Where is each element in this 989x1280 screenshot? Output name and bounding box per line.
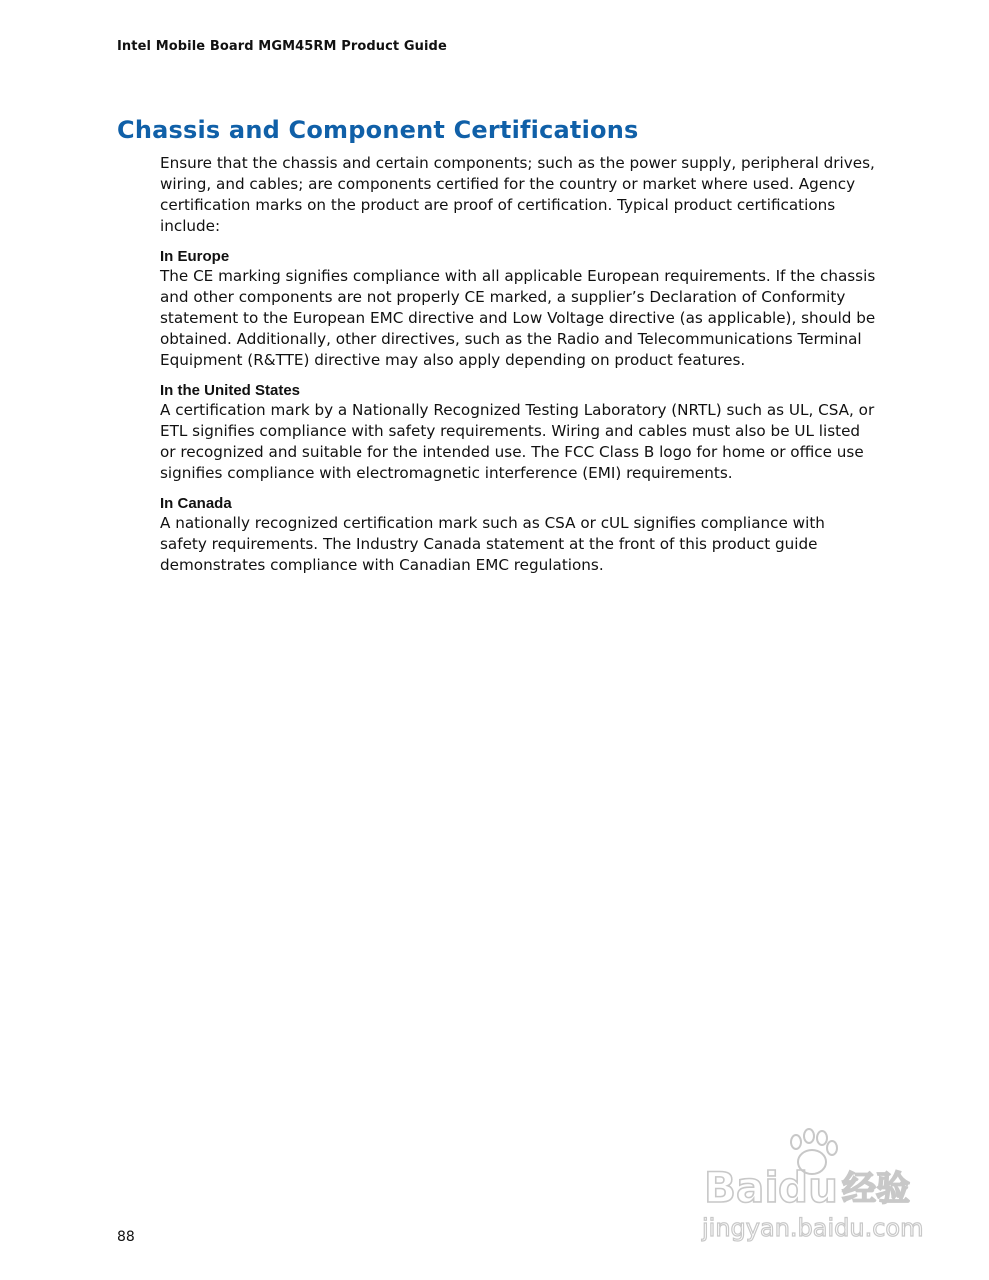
svg-text:du: du [778, 1163, 838, 1212]
svg-text:Bai: Bai [704, 1163, 779, 1212]
svg-text:经验: 经验 [842, 1169, 910, 1209]
section-body: A certification mark by a Nationally Recognized Testing Laboratory (NRTL) such as UL, CSA, or ETL signifies compliance with safety requirements. Wiring and cables must also be UL listed or recognized and suitable for the intended use. The FCC Class B logo for home or office use signifies compliance with electromagnetic interference (EMI) requirements. [160, 401, 875, 482]
section-heading: In Europe [160, 248, 230, 265]
intro-paragraph: Ensure that the chassis and certain components; such as the power supply, peripheral drives, wiring, and cables; are components certified for the country or market where used. Agency certification marks on the product are proof of certification. Typical product certifications include: [160, 154, 875, 235]
section-europe [160, 248, 876, 371]
content-body [160, 153, 876, 576]
page-title: Chassis and Component Certifications [117, 116, 639, 144]
section-canada [160, 495, 876, 576]
running-header: Intel Mobile Board MGM45RM Product Guide [117, 39, 447, 54]
page-number: 88 [117, 1229, 135, 1245]
svg-text:jingyan.baidu.com: jingyan.baidu.com [702, 1214, 924, 1242]
baidu-watermark-logo [700, 1128, 940, 1246]
section-united-states [160, 382, 876, 484]
section-heading: In the United States [160, 382, 301, 399]
section-heading: In Canada [160, 495, 232, 512]
section-body: A nationally recognized certification mark such as CSA or cUL signifies compliance with safety requirements. The Industry Canada statement at the front of this product guide demonstrates compliance with Canadian EMC regulations. [160, 514, 825, 574]
section-body: The CE marking signifies compliance with all applicable European requirements. If the chassis and other components are not properly CE marked, a supplier’s Declaration of Conformity statement to the European EMC directive and Low Voltage directive (as applicable), should be obtained. Additionally, other directives, such as the Radio and Telecommunications Terminal Equipment (R&TTE) directive may also apply depending on product features. [160, 267, 876, 369]
